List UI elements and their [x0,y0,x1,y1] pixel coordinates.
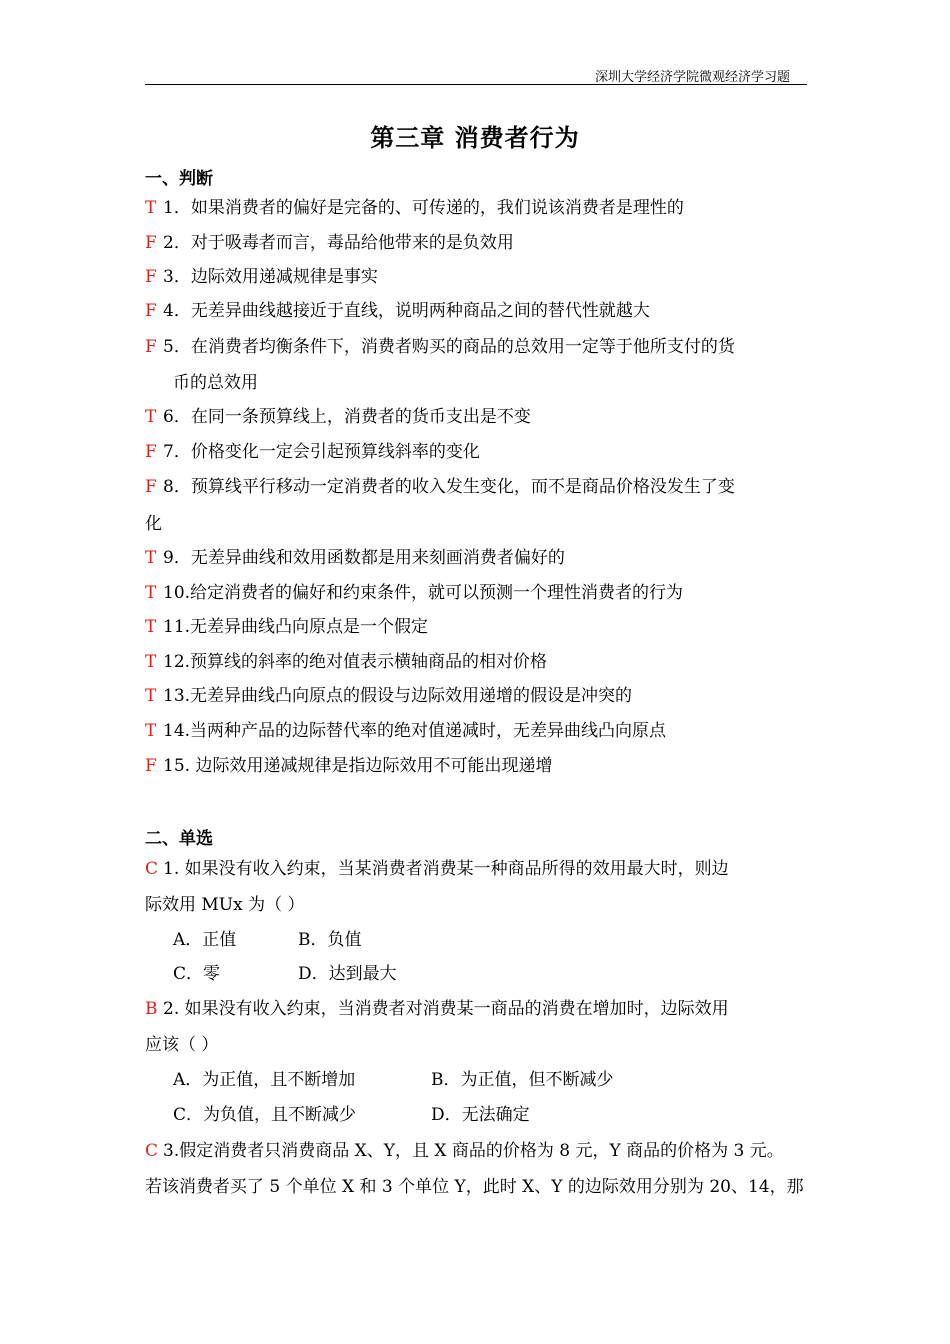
answer-mark: C [145,1141,159,1161]
item-text: 9．无差异曲线和效用函数都是用来刻画消费者偏好的 [163,548,565,568]
answer-mark: F [145,337,157,357]
question-2 [145,998,729,1020]
q1-option-a: A．正值 [173,930,237,950]
judgement-item-15 [145,755,552,777]
answer-mark: T [145,198,157,218]
item-text: 1．如果消费者的偏好是完备的、可传递的，我们说该消费者是理性的 [163,198,684,218]
q2-option-a: A．为正值，且不断增加 [173,1070,356,1090]
section-heading-single-choice: 二、单选 [145,829,213,849]
chapter-title: 第三章 消费者行为 [370,124,580,152]
answer-mark: T [145,407,157,427]
answer-mark: F [145,267,157,287]
answer-mark: F [145,442,157,462]
item-text: 3．边际效用递减规律是事实 [163,267,378,287]
q2-option-b: B．为正值，但不断减少 [431,1070,614,1090]
answer-mark: T [145,548,157,568]
item-text: 8．预算线平行移动一定消费者的收入发生变化，而不是商品价格没发生了变 [163,477,735,497]
item-text: 4．无差异曲线越接近于直线，说明两种商品之间的替代性就越大 [163,301,650,321]
item-text: 2．对于吸毒者而言，毒品给他带来的是负效用 [163,233,514,253]
answer-mark: F [145,301,157,321]
answer-mark: C [145,859,159,879]
question-3-continuation: 若该消费者买了 5 个单位 X 和 3 个单位 Y，此时 X、Y 的边际效用分别为 20、14，那 [145,1177,804,1197]
judgement-item-14 [145,720,666,742]
answer-mark: F [145,233,157,253]
answer-mark: T [145,686,157,706]
header-rule [145,84,807,85]
item-text: 7．价格变化一定会引起预算线斜率的变化 [163,442,480,462]
question-1-continuation: 际效用 MUx 为（ ） [145,895,305,915]
item-text: 12.预算线的斜率的绝对值表示横轴商品的相对价格 [163,652,548,672]
judgement-item-12 [145,651,547,673]
judgement-item-8 [145,476,735,498]
judgement-item-13 [145,685,632,707]
judgement-item-5 [145,336,735,358]
judgement-item-9 [145,547,565,569]
question-text: 2. 如果没有收入约束，当消费者对消费某一商品的消费在增加时，边际效用 [163,999,729,1019]
answer-mark: F [145,756,157,776]
item-text: 5．在消费者均衡条件下，消费者购买的商品的总效用一定等于他所支付的货 [163,337,735,357]
question-text: 1. 如果没有收入约束，当某消费者消费某一种商品所得的效用最大时，则边 [163,859,729,879]
answer-mark: T [145,721,157,741]
answer-mark: T [145,583,157,603]
judgement-item-6 [145,406,531,428]
answer-mark: T [145,652,157,672]
item-text: 14.当两种产品的边际替代率的绝对值递减时，无差异曲线凸向原点 [163,721,667,741]
judgement-item-5-continuation: 币的总效用 [173,373,258,393]
item-text: 6．在同一条预算线上，消费者的货币支出是不变 [163,407,531,427]
q1-option-c: C．零 [173,964,221,984]
judgement-item-2 [145,232,514,254]
q1-option-d: D．达到最大 [298,964,397,984]
judgement-item-7 [145,441,480,463]
q1-option-b: B．负值 [298,930,362,950]
judgement-item-10 [145,582,683,604]
answer-mark: T [145,617,157,637]
question-text: 3.假定消费者只消费商品 X、Y，且 X 商品的价格为 8 元，Y 商品的价格为 3 元。 [163,1141,784,1161]
item-text: 10.给定消费者的偏好和约束条件，就可以预测一个理性消费者的行为 [163,583,684,603]
item-text: 15. 边际效用递减规律是指边际效用不可能出现递增 [163,756,553,776]
judgement-item-1 [145,197,684,219]
section-heading-judgement: 一、判断 [145,169,213,189]
item-text: 13.无差异曲线凸向原点的假设与边际效用递增的假设是冲突的 [163,686,633,706]
answer-mark: F [145,477,157,497]
question-3 [145,1140,784,1162]
question-2-continuation: 应该（ ） [145,1035,219,1055]
judgement-item-4 [145,300,650,322]
judgement-item-8-continuation: 化 [145,514,162,534]
judgement-item-3 [145,266,378,288]
q2-option-c: C．为负值，且不断减少 [173,1105,357,1125]
q2-option-d: D．无法确定 [431,1105,530,1125]
answer-mark: B [145,999,158,1019]
running-header: 深圳大学经济学院微观经济学习题 [594,70,790,85]
judgement-item-11 [145,616,428,638]
question-1 [145,858,729,880]
item-text: 11.无差异曲线凸向原点是一个假定 [163,617,429,637]
